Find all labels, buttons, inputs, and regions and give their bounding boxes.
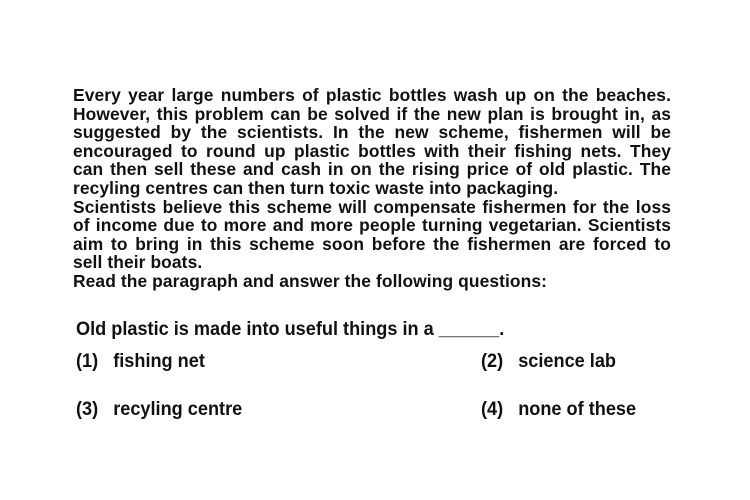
option-number: (4) — [481, 398, 504, 420]
option-label: fishing net — [113, 350, 205, 372]
answer-option-1[interactable] — [76, 350, 205, 373]
option-label: none of these — [518, 398, 637, 420]
option-number: (2) — [481, 350, 504, 372]
option-label: recyling centre — [113, 398, 243, 420]
answer-option-4[interactable] — [481, 398, 636, 421]
passage-paragraph-2: Scientists believe this scheme will compensate fishermen for the loss of income due to more and more people turning vegetarian. Scientists aim to bring in this scheme soon before the fishermen are forced to sell their boats. — [73, 196, 671, 273]
passage-paragraph-1: Every year large numbers of plastic bottles wash up on the beaches. However, this problem can be solved if the new plan is brought in, as suggested by the scientists. In the new scheme, fishermen will be encouraged to round up plastic bottles with their fishing nets. They can then sell these and cash in on the rising price of old plastic. The recyling centres can then turn toxic waste into packaging. — [73, 85, 671, 198]
answer-option-2[interactable] — [481, 350, 616, 373]
answer-option-3[interactable] — [76, 398, 242, 421]
question-text: Old plastic is made into useful things in a ______. — [76, 318, 505, 340]
instruction-text: Read the paragraph and answer the following questions: — [73, 270, 548, 291]
option-number: (1) — [76, 350, 99, 372]
option-label: science lab — [518, 350, 616, 372]
option-number: (3) — [76, 398, 99, 420]
reading-passage — [73, 86, 671, 291]
